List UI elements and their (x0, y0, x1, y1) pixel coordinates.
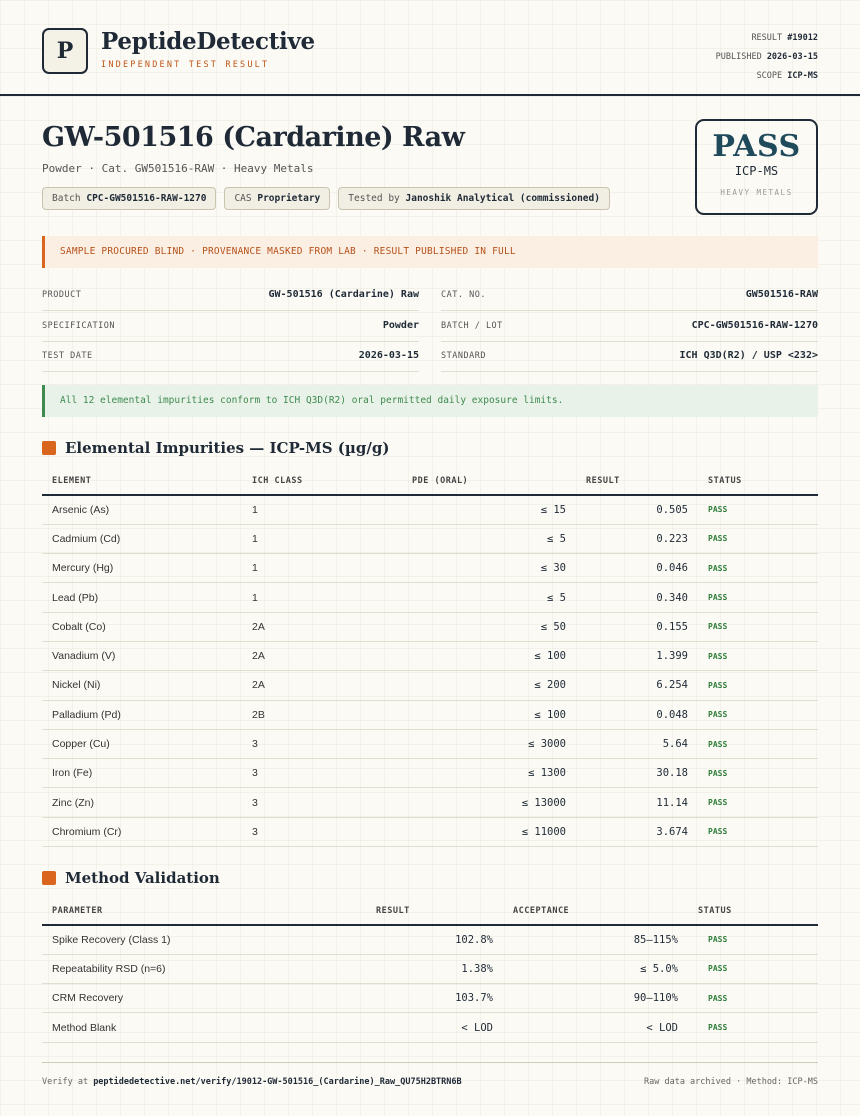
brand-tagline: INDEPENDENT TEST RESULT (101, 60, 270, 70)
table-header-row (42, 467, 818, 495)
table-row (42, 524, 818, 553)
status-cell: PASS (698, 641, 818, 670)
status-cell: PASS (688, 925, 818, 954)
parameter-cell: Spike Recovery (Class 1) (42, 925, 366, 954)
result-cell: 6.254 (576, 671, 698, 700)
col-pde: PDE (ORAL) (402, 467, 576, 495)
acceptance-cell: < LOD (503, 1013, 688, 1042)
table-row (42, 954, 818, 983)
table-row (42, 984, 818, 1013)
element-cell: Chromium (Cr) (42, 817, 242, 846)
table-row (42, 700, 818, 729)
col-status: STATUS (688, 897, 818, 925)
parameter-cell: CRM Recovery (42, 984, 366, 1013)
parameter-cell: Repeatability RSD (n=6) (42, 954, 366, 983)
info-standard: STANDARD ICH Q3D(R2) / USP <232> (441, 342, 818, 372)
result-cell: 1.399 (576, 641, 698, 670)
stamp-verdict: PASS (712, 129, 801, 164)
col-element: ELEMENT (42, 467, 242, 495)
element-cell: Arsenic (As) (42, 495, 242, 524)
pde-cell: ≤ 5 (402, 583, 576, 612)
info-cat-no: CAT. NO. GW501516-RAW (441, 281, 818, 311)
ich-class-cell: 3 (242, 817, 402, 846)
acceptance-cell: ≤ 5.0% (503, 954, 688, 983)
ich-class-cell: 3 (242, 729, 402, 758)
element-cell: Vanadium (V) (42, 641, 242, 670)
result-cell: 102.8% (366, 925, 503, 954)
element-cell: Lead (Pb) (42, 583, 242, 612)
report-meta (716, 29, 818, 86)
status-cell: PASS (698, 788, 818, 817)
table-row (42, 495, 818, 524)
element-cell: Iron (Fe) (42, 759, 242, 788)
published-label: PUBLISHED (715, 52, 762, 62)
table-row (42, 554, 818, 583)
pde-cell: ≤ 100 (402, 700, 576, 729)
section-marker-icon (42, 871, 56, 885)
status-cell: PASS (698, 583, 818, 612)
status-cell: PASS (698, 729, 818, 758)
status-cell: PASS (698, 554, 818, 583)
result-cell: 0.340 (576, 583, 698, 612)
table-header-row (42, 897, 818, 925)
impurities-heading: Elemental Impurities — ICP-MS (µg/g) (42, 439, 389, 457)
stamp-scope: HEAVY METALS (720, 188, 793, 197)
ich-class-cell: 1 (242, 495, 402, 524)
impurities-table (42, 467, 818, 847)
acceptance-cell: 90–110% (503, 984, 688, 1013)
batch-chip: Batch CPC-GW501516-RAW-1270 (42, 187, 216, 210)
validation-heading: Method Validation (42, 869, 220, 887)
element-cell: Cadmium (Cd) (42, 524, 242, 553)
pde-cell: ≤ 1300 (402, 759, 576, 788)
pde-cell: ≤ 200 (402, 671, 576, 700)
pde-cell: ≤ 11000 (402, 817, 576, 846)
table-row (42, 671, 818, 700)
stamp-method: ICP-MS (734, 164, 779, 178)
status-cell: PASS (698, 495, 818, 524)
table-row (42, 1013, 818, 1042)
chip-row (42, 187, 610, 210)
table-row (42, 788, 818, 817)
validation-table (42, 897, 818, 1043)
element-cell: Zinc (Zn) (42, 788, 242, 817)
table-row (42, 641, 818, 670)
element-cell: Mercury (Hg) (42, 554, 242, 583)
status-cell: PASS (698, 612, 818, 641)
ich-class-cell: 1 (242, 524, 402, 553)
ich-class-cell: 3 (242, 759, 402, 788)
table-row (42, 612, 818, 641)
info-specification: SPECIFICATION Powder (42, 312, 419, 342)
result-cell: 30.18 (576, 759, 698, 788)
table-row (42, 817, 818, 846)
verify-label: Verify at (42, 1077, 89, 1087)
result-cell: < LOD (366, 1013, 503, 1042)
ich-class-cell: 2B (242, 700, 402, 729)
footer-archive-note: Raw data archived · Method: ICP-MS (644, 1077, 818, 1087)
element-cell: Cobalt (Co) (42, 612, 242, 641)
status-cell: PASS (698, 759, 818, 788)
cas-chip: CAS Proprietary (224, 187, 330, 210)
col-result: RESULT (366, 897, 503, 925)
element-cell: Copper (Cu) (42, 729, 242, 758)
result-cell: 3.674 (576, 817, 698, 846)
pde-cell: ≤ 3000 (402, 729, 576, 758)
report-header (0, 0, 860, 96)
result-cell: 5.64 (576, 729, 698, 758)
blind-procurement-notice: SAMPLE PROCURED BLIND · PROVENANCE MASKED FROM LAB · RESULT PUBLISHED IN FULL (42, 236, 818, 268)
element-cell: Palladium (Pd) (42, 700, 242, 729)
element-cell: Nickel (Ni) (42, 671, 242, 700)
result-cell: 1.38% (366, 954, 503, 983)
scope-value: ICP-MS (787, 71, 818, 81)
result-cell: 11.14 (576, 788, 698, 817)
acceptance-cell: 85–115% (503, 925, 688, 954)
parameter-cell: Method Blank (42, 1013, 366, 1042)
status-cell: PASS (698, 817, 818, 846)
table-row (42, 925, 818, 954)
brand-name: PeptideDetective (101, 28, 315, 55)
col-status: STATUS (698, 467, 818, 495)
col-acceptance: ACCEPTANCE (503, 897, 688, 925)
pde-cell: ≤ 50 (402, 612, 576, 641)
tested-by-chip: Tested by Janoshik Analytical (commissioned) (338, 187, 610, 210)
result-cell: 0.223 (576, 524, 698, 553)
result-cell: 0.046 (576, 554, 698, 583)
pde-cell: ≤ 100 (402, 641, 576, 670)
ich-class-cell: 2A (242, 641, 402, 670)
status-cell: PASS (698, 524, 818, 553)
report-footer (42, 1062, 818, 1087)
pde-cell: ≤ 13000 (402, 788, 576, 817)
verify-link[interactable]: peptidedetective.net/verify/19012-GW-501516_(Cardarine)_Raw_QU75H2BTRN6B (93, 1077, 462, 1087)
ich-class-cell: 1 (242, 554, 402, 583)
result-label: RESULT (751, 33, 783, 43)
table-row (42, 729, 818, 758)
status-cell: PASS (688, 1013, 818, 1042)
col-ich-class: ICH CLASS (242, 467, 402, 495)
status-cell: PASS (698, 700, 818, 729)
info-test-date: TEST DATE 2026-03-15 (42, 342, 419, 372)
ich-class-cell: 2A (242, 671, 402, 700)
info-product: PRODUCT GW-501516 (Cardarine) Raw (42, 281, 419, 311)
pde-cell: ≤ 15 (402, 495, 576, 524)
col-parameter: PARAMETER (42, 897, 366, 925)
info-batch: BATCH / LOT CPC-GW501516-RAW-1270 (441, 312, 818, 342)
pde-cell: ≤ 5 (402, 524, 576, 553)
conformance-notice: All 12 elemental impurities conform to ICH Q3D(R2) oral permitted daily exposure limits. (42, 385, 818, 417)
pde-cell: ≤ 30 (402, 554, 576, 583)
published-date: 2026-03-15 (766, 52, 818, 62)
page-subtitle: Powder · Cat. GW501516-RAW · Heavy Metals (42, 162, 314, 175)
page-title: GW-501516 (Cardarine) Raw (42, 122, 465, 153)
ich-class-cell: 1 (242, 583, 402, 612)
col-result: RESULT (576, 467, 698, 495)
status-cell: PASS (688, 954, 818, 983)
result-cell: 0.505 (576, 495, 698, 524)
logo-icon: P (42, 28, 88, 74)
result-cell: 103.7% (366, 984, 503, 1013)
status-cell: PASS (698, 671, 818, 700)
result-number: #19012 (787, 33, 818, 43)
result-cell: 0.155 (576, 612, 698, 641)
section-marker-icon (42, 441, 56, 455)
result-cell: 0.048 (576, 700, 698, 729)
scope-label: SCOPE (756, 71, 783, 81)
status-cell: PASS (688, 984, 818, 1013)
ich-class-cell: 3 (242, 788, 402, 817)
table-row (42, 583, 818, 612)
table-row (42, 759, 818, 788)
ich-class-cell: 2A (242, 612, 402, 641)
pass-stamp (695, 119, 818, 215)
